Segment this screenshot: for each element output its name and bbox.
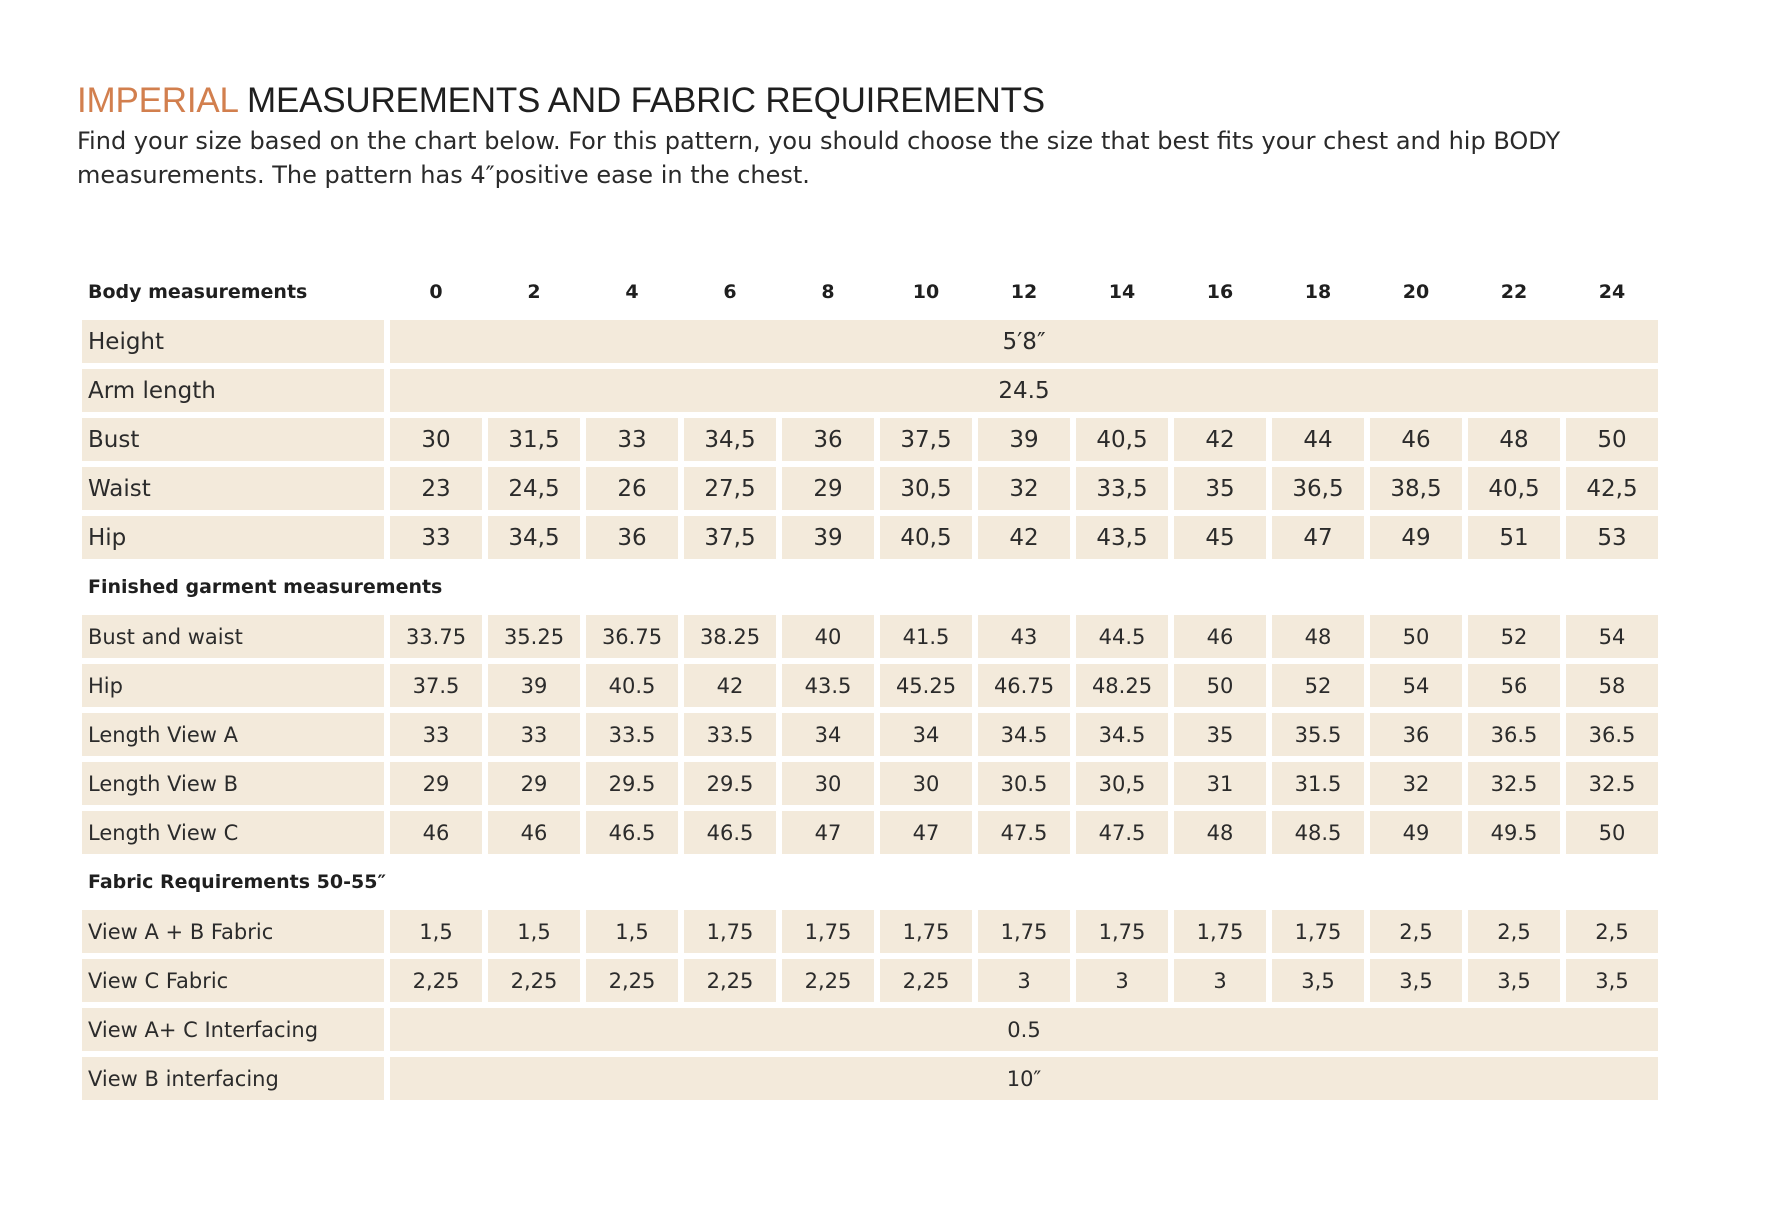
value-size-4: 33.5 — [586, 713, 678, 756]
row-hip — [82, 664, 1658, 707]
value-size-14: 3 — [1076, 959, 1168, 1002]
value-size-8: 40 — [782, 615, 874, 658]
value-size-16: 46 — [1174, 615, 1266, 658]
value-size-14: 33,5 — [1076, 467, 1168, 510]
value-size-6: 37,5 — [684, 516, 776, 559]
row-waist — [82, 467, 1658, 510]
value-size-16: 45 — [1174, 516, 1266, 559]
value-size-16: 3 — [1174, 959, 1266, 1002]
row-label: Hip — [82, 516, 384, 559]
value-size-8: 39 — [782, 516, 874, 559]
value-size-6: 42 — [684, 664, 776, 707]
size-header-24: 24 — [1598, 281, 1626, 303]
value-size-10: 34 — [880, 713, 972, 756]
row-label: Hip — [82, 664, 384, 707]
value-size-18: 48.5 — [1272, 811, 1364, 854]
value-size-4: 26 — [586, 467, 678, 510]
size-header-10: 10 — [912, 281, 940, 303]
value-size-6: 2,25 — [684, 959, 776, 1002]
value-size-24: 32.5 — [1566, 762, 1658, 805]
value-size-24: 54 — [1566, 615, 1658, 658]
all-sizes-value: 10″ — [390, 1057, 1658, 1100]
value-size-16: 31 — [1174, 762, 1266, 805]
value-size-10: 47 — [880, 811, 972, 854]
value-size-20: 38,5 — [1370, 467, 1462, 510]
row-label: Length View C — [82, 811, 384, 854]
all-sizes-value: 0.5 — [390, 1008, 1658, 1051]
value-size-12: 32 — [978, 467, 1070, 510]
value-size-10: 37,5 — [880, 418, 972, 461]
value-size-18: 31.5 — [1272, 762, 1364, 805]
value-size-4: 29.5 — [586, 762, 678, 805]
value-size-14: 34.5 — [1076, 713, 1168, 756]
row-label: View A+ C Interfacing — [82, 1008, 384, 1051]
value-size-0: 1,5 — [390, 910, 482, 953]
garment-measurements-rows — [82, 615, 1658, 854]
value-size-22: 3,5 — [1468, 959, 1560, 1002]
value-size-16: 35 — [1174, 467, 1266, 510]
value-size-18: 35.5 — [1272, 713, 1364, 756]
value-size-10: 2,25 — [880, 959, 972, 1002]
value-size-18: 3,5 — [1272, 959, 1364, 1002]
value-size-14: 30,5 — [1076, 762, 1168, 805]
value-size-24: 3,5 — [1566, 959, 1658, 1002]
value-size-6: 29.5 — [684, 762, 776, 805]
value-size-2: 2,25 — [488, 959, 580, 1002]
value-size-12: 43 — [978, 615, 1070, 658]
value-size-18: 44 — [1272, 418, 1364, 461]
size-header-22: 22 — [1500, 281, 1528, 303]
value-size-4: 46.5 — [586, 811, 678, 854]
value-size-4: 40.5 — [586, 664, 678, 707]
row-label: Height — [82, 320, 384, 363]
value-size-14: 48.25 — [1076, 664, 1168, 707]
value-size-18: 48 — [1272, 615, 1364, 658]
value-size-6: 1,75 — [684, 910, 776, 953]
value-size-20: 32 — [1370, 762, 1462, 805]
value-size-22: 36.5 — [1468, 713, 1560, 756]
value-size-6: 38.25 — [684, 615, 776, 658]
row-view-b-interfacing — [82, 1057, 1658, 1100]
value-size-20: 46 — [1370, 418, 1462, 461]
value-size-0: 46 — [390, 811, 482, 854]
size-header-20: 20 — [1402, 281, 1430, 303]
value-size-6: 33.5 — [684, 713, 776, 756]
size-header-0: 0 — [429, 281, 443, 303]
value-size-2: 24,5 — [488, 467, 580, 510]
title-rest: MEASUREMENTS AND FABRIC REQUIREMENTS — [237, 81, 1045, 120]
value-size-2: 34,5 — [488, 516, 580, 559]
value-size-22: 48 — [1468, 418, 1560, 461]
size-header-14: 14 — [1108, 281, 1136, 303]
row-length-view-c — [82, 811, 1658, 854]
value-size-20: 36 — [1370, 713, 1462, 756]
value-size-24: 36.5 — [1566, 713, 1658, 756]
value-size-18: 52 — [1272, 664, 1364, 707]
size-header-6: 6 — [723, 281, 737, 303]
value-size-16: 35 — [1174, 713, 1266, 756]
value-size-0: 37.5 — [390, 664, 482, 707]
row-label: Length View B — [82, 762, 384, 805]
value-size-0: 29 — [390, 762, 482, 805]
value-size-6: 46.5 — [684, 811, 776, 854]
value-size-12: 47.5 — [978, 811, 1070, 854]
all-sizes-value: 5′8″ — [390, 320, 1658, 363]
row-hip — [82, 516, 1658, 559]
value-size-2: 1,5 — [488, 910, 580, 953]
size-header-8: 8 — [821, 281, 835, 303]
intro-text: Find your size based on the chart below. For this pattern, you should choose the size that best fits your chest and hip BODY measurements. The pattern has 4″positive ease in the chest. — [77, 127, 1561, 189]
value-size-18: 1,75 — [1272, 910, 1364, 953]
value-size-10: 45.25 — [880, 664, 972, 707]
value-size-8: 43.5 — [782, 664, 874, 707]
value-size-14: 47.5 — [1076, 811, 1168, 854]
value-size-22: 40,5 — [1468, 467, 1560, 510]
value-size-4: 33 — [586, 418, 678, 461]
row-label: Bust and waist — [82, 615, 384, 658]
row-label: Bust — [82, 418, 384, 461]
value-size-2: 39 — [488, 664, 580, 707]
value-size-8: 30 — [782, 762, 874, 805]
value-size-22: 51 — [1468, 516, 1560, 559]
body-measurements-heading: Body measurements — [88, 281, 308, 303]
value-size-16: 50 — [1174, 664, 1266, 707]
row-label: View B interfacing — [82, 1057, 384, 1100]
value-size-14: 43,5 — [1076, 516, 1168, 559]
value-size-24: 58 — [1566, 664, 1658, 707]
value-size-10: 1,75 — [880, 910, 972, 953]
value-size-24: 53 — [1566, 516, 1658, 559]
value-size-2: 35.25 — [488, 615, 580, 658]
value-size-6: 27,5 — [684, 467, 776, 510]
value-size-12: 34.5 — [978, 713, 1070, 756]
value-size-2: 33 — [488, 713, 580, 756]
value-size-2: 46 — [488, 811, 580, 854]
value-size-8: 1,75 — [782, 910, 874, 953]
value-size-16: 1,75 — [1174, 910, 1266, 953]
row-view-a-b-fabric — [82, 910, 1658, 953]
value-size-10: 30,5 — [880, 467, 972, 510]
value-size-8: 29 — [782, 467, 874, 510]
value-size-8: 2,25 — [782, 959, 874, 1002]
value-size-16: 48 — [1174, 811, 1266, 854]
page-header — [77, 78, 1717, 192]
value-size-20: 54 — [1370, 664, 1462, 707]
value-size-16: 42 — [1174, 418, 1266, 461]
size-header-12: 12 — [1010, 281, 1038, 303]
value-size-12: 1,75 — [978, 910, 1070, 953]
value-size-24: 50 — [1566, 811, 1658, 854]
value-size-10: 30 — [880, 762, 972, 805]
value-size-0: 33 — [390, 516, 482, 559]
value-size-2: 31,5 — [488, 418, 580, 461]
row-length-view-a — [82, 713, 1658, 756]
value-size-0: 33.75 — [390, 615, 482, 658]
page-title — [77, 78, 1717, 124]
fabric-section-heading: Fabric Requirements 50-55″ — [88, 871, 386, 893]
value-size-8: 47 — [782, 811, 874, 854]
size-header-18: 18 — [1304, 281, 1332, 303]
row-label: Waist — [82, 467, 384, 510]
garment-section-heading: Finished garment measurements — [88, 576, 443, 598]
row-label: View C Fabric — [82, 959, 384, 1002]
value-size-20: 50 — [1370, 615, 1462, 658]
value-size-10: 40,5 — [880, 516, 972, 559]
row-label: Arm length — [82, 369, 384, 412]
value-size-12: 39 — [978, 418, 1070, 461]
fabric-requirements-rows — [82, 910, 1658, 1100]
value-size-18: 47 — [1272, 516, 1364, 559]
size-header-2: 2 — [527, 281, 541, 303]
row-arm-length — [82, 369, 1658, 412]
size-chart — [82, 270, 1658, 1106]
row-label: View A + B Fabric — [82, 910, 384, 953]
value-size-4: 1,5 — [586, 910, 678, 953]
value-size-22: 56 — [1468, 664, 1560, 707]
value-size-0: 30 — [390, 418, 482, 461]
value-size-10: 41.5 — [880, 615, 972, 658]
value-size-0: 23 — [390, 467, 482, 510]
value-size-20: 2,5 — [1370, 910, 1462, 953]
value-size-22: 2,5 — [1468, 910, 1560, 953]
size-header-row — [82, 270, 1658, 314]
title-accent: IMPERIAL — [77, 81, 238, 120]
row-view-a-c-interfacing — [82, 1008, 1658, 1051]
value-size-2: 29 — [488, 762, 580, 805]
row-height — [82, 320, 1658, 363]
value-size-14: 1,75 — [1076, 910, 1168, 953]
value-size-12: 42 — [978, 516, 1070, 559]
value-size-12: 46.75 — [978, 664, 1070, 707]
value-size-12: 30.5 — [978, 762, 1070, 805]
value-size-18: 36,5 — [1272, 467, 1364, 510]
value-size-6: 34,5 — [684, 418, 776, 461]
row-view-c-fabric — [82, 959, 1658, 1002]
value-size-4: 36 — [586, 516, 678, 559]
row-bust-and-waist — [82, 615, 1658, 658]
value-size-24: 50 — [1566, 418, 1658, 461]
all-sizes-value: 24.5 — [390, 369, 1658, 412]
value-size-24: 42,5 — [1566, 467, 1658, 510]
row-label: Length View A — [82, 713, 384, 756]
size-header-4: 4 — [625, 281, 639, 303]
value-size-20: 3,5 — [1370, 959, 1462, 1002]
value-size-22: 49.5 — [1468, 811, 1560, 854]
value-size-22: 32.5 — [1468, 762, 1560, 805]
value-size-24: 2,5 — [1566, 910, 1658, 953]
body-measurements-rows — [82, 320, 1658, 559]
size-header-16: 16 — [1206, 281, 1234, 303]
value-size-0: 2,25 — [390, 959, 482, 1002]
value-size-4: 36.75 — [586, 615, 678, 658]
value-size-14: 44.5 — [1076, 615, 1168, 658]
value-size-22: 52 — [1468, 615, 1560, 658]
value-size-8: 36 — [782, 418, 874, 461]
value-size-20: 49 — [1370, 516, 1462, 559]
value-size-12: 3 — [978, 959, 1070, 1002]
value-size-4: 2,25 — [586, 959, 678, 1002]
row-length-view-b — [82, 762, 1658, 805]
row-bust — [82, 418, 1658, 461]
value-size-20: 49 — [1370, 811, 1462, 854]
value-size-0: 33 — [390, 713, 482, 756]
value-size-8: 34 — [782, 713, 874, 756]
value-size-14: 40,5 — [1076, 418, 1168, 461]
